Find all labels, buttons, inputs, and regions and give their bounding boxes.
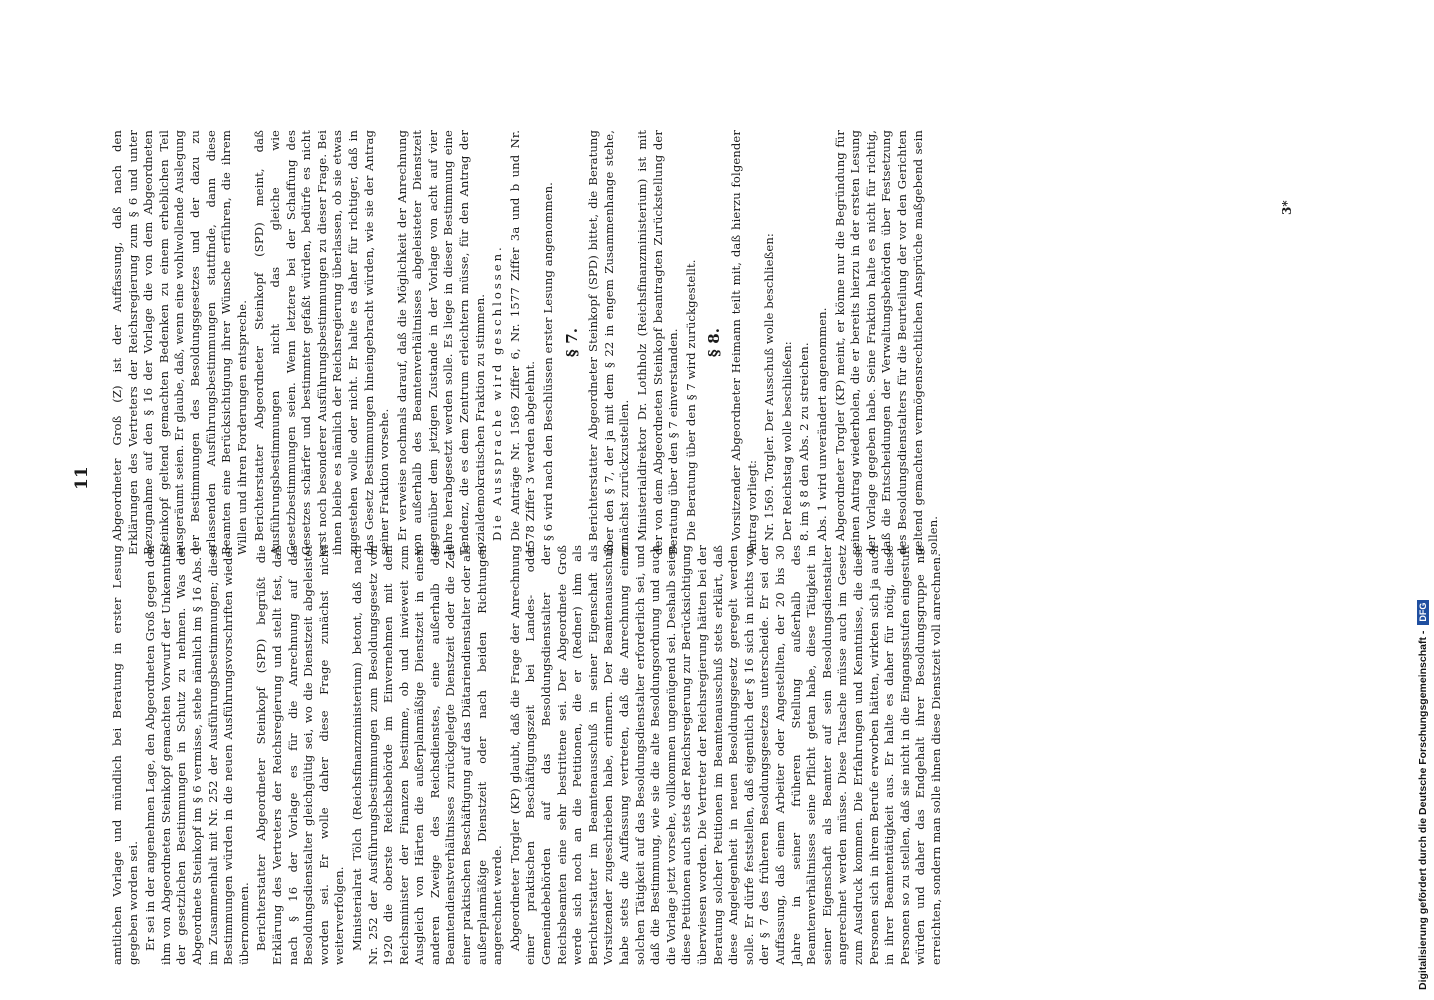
footer-text: Digitalisierung gefördert durch die Deutsche Forschungsgemeinschaft - (1417, 630, 1429, 990)
rotated-page-content (110, 130, 1360, 965)
right-text-column (110, 130, 944, 555)
paragraph: Die Anträge Nr. 1569 Ziffer 6, Nr. 1577 Ziffer 3a und b und Nr. 1578 Ziffer 3 werden abgelehnt. (507, 130, 538, 555)
paragraph: amtlichen Vorlage und mündlich bei Beratung in erster Lesung gegeben worden sei. (110, 545, 140, 965)
paragraph: Ministerialrat Tölch (Reichsfinanzministerium) betont, daß nach Nr. 252 der Ausführungsbestimmungen zum Besoldungsgesetz von 1920 die oberste Reichsbehörde im Einvernehmen mit dem Reichsminister der Finanzen bestimme, ob und inwieweit zum Ausgleich von Härten die außerplanmäßige Dienstzeit in einem anderen Zweige des Reichsdienstes, eine außerhalb des Beamtendienstverhältnisses zurückgelegte Dienstzeit oder die Zeit einer praktischen Beschäftigung auf das Diätariendienstalter oder als außerplanmäßige Dienstzeit oder nach beiden Richtungen angerechnet werde. (349, 545, 505, 965)
paragraph: Berichterstatter Abgeordneter Steinkopf (SPD) bittet, die Beratung über den § 7, der ja mit dem § 22 in engem Zusammenhange stehe, zunächst zurückzustellen. (586, 130, 632, 555)
page-number-wrapper (72, 466, 92, 490)
paragraph: § 6 wird nach den Beschlüssen erster Lesung angenommen. (541, 182, 556, 541)
paragraph: Er sei in der angenehmen Lage, den Abgeordneten Groß gegen den ihm von Abgeordneten Steinkopf gemachten Vorwurf der Unkenntnis der gesetzlichen Bestimmungen in Schutz zu nehmen. Was der Abgeordnete Steinkopf im § 6 vermisse, stehe nämlich im § 16 Abs. 1 im Zusammenhalt mit Nr. 252 der Ausführungsbestimmungen; diese Bestimmungen würden in die neuen Ausführungsvorschriften wieder übernommen. (143, 545, 251, 965)
section-heading: § 8. (705, 327, 724, 358)
paragraph: Vorsitzender Abgeordneter Heimann teilt mit, daß hierzu folgender Antrag vorliegt: (728, 130, 759, 555)
paragraph: Nr. 1569. Torgler. Der Ausschuß wolle beschließen: (762, 233, 777, 541)
paragraph: Ministerialdirektor Dr. Lothholz (Reichsfinanzministerium) ist mit der von dem Abgeordneten Steinkopf beantragten Zurückstellung der Beratung über den § 7 einverstanden. (635, 130, 681, 555)
paragraph: 8. im § 8 den Abs. 2 zu streichen. (797, 342, 812, 541)
paragraph: Die Aussprache wird geschlossen. (490, 244, 505, 541)
paragraph: Abgeordneter Groß (Z) ist der Auffassung, daß nach den Erklärungen des Vertreters der Reichsregierung zum § 6 und unter Bezugnahme auf den § 16 der Vorlage die von dem Abgeordneten Steinkopf geltend gemachten Bedenken zu einem erheblichen Teil ausgeräumt seien. Er glaube, daß, wenn eine wohlwollende Auslegung der Bestimmungen des Besoldungsgesetzes und der dazu zu erlassenden Ausführungsbestimmungen stattfinde, dann diese Beamten eine Berücksichtigung ihrer Wünsche erführen, die ihrem Willen und ihren Forderungen entspreche. (110, 130, 249, 555)
paragraph: Abgeordneter Torgler (KP) glaubt, daß die Frage der Anrechnung einer praktischen Beschäftigungszeit bei Landes- oder Gemeindebehörden auf das Besoldungsdienstalter der Reichsbeamten eine sehr bestrittene sei. Der Abgeordnete Groß werde sich noch an die Petitionen, die er (Redner) ihm als Berichterstatter im Beamtenausschuß in seiner Eigenschaft als Vorsitzender zugeschrieben habe, erinnern. Der Beamtenausschuß habe stets die Auffassung vertreten, daß die Anrechnung einer solchen Tätigkeit auf das Besoldungsdienstalter erforderlich sei, und daß die Bestimmung, wie sie die alte Besoldungsordnung und auch die Vorlage jetzt vorsehe, vollkommen ungenügend sei. Deshalb seien diese Petitionen auch stets der Reichsregierung zur Berücksichtigung überwiesen worden. Die Vertreter der Reichsregierung hätten bei der Beratung solcher Petitionen im Beamtenausschuß stets erklärt, daß diese Angelegenheit in neuen Besoldungsgesetz geregelt werden solle. Er dürfe feststellen, daß eigentlich der § 16 sich in nichts von der § 7 des früheren Besoldungsgesetzes unterscheide. Er sei der Auffassung, daß einem Arbeiter oder Angestellten, der 20 bis 30 Jahre in seiner früheren Stellung außerhalb des Beamtenverhältnisses seine Pflicht getan habe, diese Tätigkeit in seiner Eigenschaft als Beamter auf sein Besoldungsdienstalter angerechnet werden müsse. Diese Tatsache müsse auch im Gesetz zum Ausdruck kommen. Die Erfahrungen und Kenntnisse, die diese Personen sich in ihrem Berufe erworben hätten, wirkten sich ja auch in ihrer Beamtentätigkeit aus. Er halte es daher für nötig, diese Personen so zu stellen, daß sie nicht in die Eingangsstufen eingestuft würden und daher das Endgehalt ihrer Besoldungsgruppe nie erreichten, sondern man solle ihnen diese Dienstzeit voll anrechnen. (507, 545, 943, 965)
dfg-logo: DFG (1417, 600, 1429, 625)
paragraph: Berichterstatter Abgeordneter Steinkopf (SPD) begrüßt die Erklärung des Vertreters der Reichsregierung und stellt fest, daß nach § 16 der Vorlage es für die Anrechnung auf das Besoldungsdienstalter gleichgültig sei, wo die Dienstzeit abgeleistet worden sei. Er wolle daher diese Frage zunächst nicht weiterverfolgen. (254, 545, 347, 965)
left-text-column (110, 545, 946, 965)
paragraph: Abgeordneter Torgler (KP) meint, er könne nur die Begründung für seinen Antrag wiederholen, die er bereits hierzu in der ersten Lesung der Vorlage gegeben habe. Seine Fraktion halte es nicht für richtig, daß die Entscheidungen der Verwaltungsbehörden über Festsetzung des Besoldungsdienstalters für die Beurteilung der vor den Gerichten geltend gemachten vermögensrechtlichen Ansprüche maßgebend sein sollen. (832, 130, 941, 555)
paragraph: Er verweise nochmals darauf, daß die Möglichkeit der Anrechnung von außerhalb des Beamtenverhältnisses abgeleisteter Dienstzeit gegenüber dem jetzigen Zustande in der Vorlage von acht auf vier Jahre herabgesetzt werden solle. Es liege in dieser Bestimmung eine Tendenz, die es dem Zentrum erleichtern müsse, für den Antrag der sozialdemokratischen Fraktion zu stimmen. (394, 130, 487, 555)
paragraph: Die Beratung über den § 7 wird zurückgestellt. (683, 259, 698, 541)
paragraph: Berichterstatter Abgeordneter Steinkopf (SPD) meint, daß Ausführungsbestimmungen nicht das gleiche wie Gesetzbestimmungen seien. Wenn letztere bei der Schaffung des Gesetzes schärfer und bestimmter gefaßt würden, bedürfe es nicht erst noch besonderer Ausführungsbestimmungen zu dieser Frage. Bei ihnen bleibe es nämlich der Reichsregierung überlassen, ob sie etwas zugestehen wolle oder nicht. Er halte es daher für richtiger, daß in das Gesetz Bestimmungen hineingebracht würden, wie sie der Antrag seiner Fraktion vorsehe. (252, 130, 392, 555)
page-number: 11 (72, 466, 92, 490)
sheet-mark-wrapper (1276, 200, 1295, 215)
section-heading: § 7. (562, 327, 581, 358)
digitization-footer (1414, 0, 1432, 990)
paragraph: Der Reichstag wolle beschließen: (779, 341, 794, 541)
paragraph: Abs. 1 wird unverändert angenommen. (814, 307, 829, 541)
sheet-mark: 3* (1280, 200, 1294, 215)
